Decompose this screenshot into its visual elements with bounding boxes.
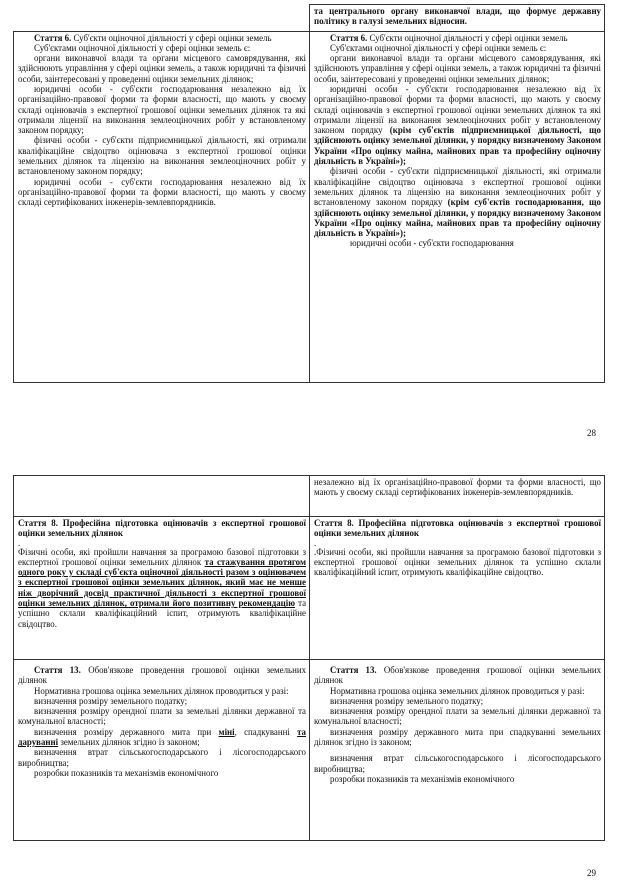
paragraph: Суб'єктами оціночної діяльності у сфері оцінки земель є: (330, 42, 547, 53)
paragraph: Нормативна грошова оцінка земельних ділянок проводиться у разі: (330, 685, 585, 696)
paragraph: визначення розміру орендної плати за земельні ділянки державної та комунальної власності; (18, 706, 306, 727)
paragraph: органи виконавчої влади та органи місцевого самоврядування, які здійснюють управління у сфері оцінки земель, а також юридичні та фізичні особи, заінтересовані у проведенні оцінки земельних ділянок; (18, 53, 306, 84)
paragraph: юридичні особи - суб'єкти господарювання (350, 238, 514, 249)
page-number: 29 (587, 868, 596, 878)
right-cell-continuation (310, 476, 605, 517)
page-29 (0, 440, 627, 886)
paragraph: юридичні особи - суб'єкти господарювання незалежно від їх організаційно-правової форми та форми власності, що мають у своєму складі оцінювачів з експертної грошової оцінки земельних ділянок та які отримали ліцензії на виконання землеоціночних робіт у встановленому законом порядку; (18, 83, 306, 136)
right-cell-article-13 (310, 660, 605, 841)
article-title: Суб'єкти оціночної діяльності у сфері оцінки земель (369, 32, 568, 43)
text-run: фізичні особи - суб'єкти підприємницької діяльності, які отримали кваліфікаційне свідоцтво оцінювача з експертної грошової оцінки земельних ділянок та ліцензію на виконання землеоціночних робіт у встановленому законом порядку (314, 166, 601, 208)
paragraph: Суб'єктами оціночної діяльності у сфері оцінки земель є: (34, 42, 251, 53)
article-13-heading-left (18, 665, 306, 686)
paragraph (314, 84, 601, 166)
paragraph: Нормативна грошова оцінка земельних ділянок проводиться у разі: (34, 685, 289, 696)
paragraph (314, 166, 601, 238)
continuation-text: та центрального органу виконавчої влади, що формує державну політику в галузі земельних відносин. (314, 6, 601, 27)
empty-cell (14, 5, 310, 32)
paragraph (18, 547, 306, 629)
article-8-heading-left: Стаття 8. Професійна підготовка оцінювачів з експертної грошової оцінки земельних ділянок (18, 518, 306, 539)
article-6-heading-right (314, 33, 601, 43)
article-number: Стаття 6. (330, 32, 368, 43)
empty-cell (14, 476, 310, 517)
paragraph: юридичні особи - суб'єкти господарювання незалежно від їх організаційно-правової форми та форми власності, що мають у своєму складі сертифікованих інженерів-землевпорядників. (18, 176, 306, 208)
page-28 (0, 0, 627, 440)
table-row (14, 660, 605, 841)
comparison-table-top (13, 4, 605, 383)
paragraph: розробки показників та механізмів економічного (330, 773, 515, 784)
article-number: Стаття 6. (34, 32, 72, 43)
paragraph: визначення розміру орендної плати за земельні ділянки державної та комунальної власності; (314, 706, 601, 727)
removed-text: міні (218, 726, 235, 737)
paragraph: визначення розміру земельного податку; (34, 695, 188, 706)
article-title: Обов'язкове проведення грошової оцінки земельних ділянок (314, 665, 602, 686)
dot-mark: . (18, 537, 21, 548)
text-run: юридичні особи - суб'єкти господарювання незалежно від їх організаційно-правової форми та форми власності, що мають у своєму складі оцінювачів з експертної грошової оцінки земельних ділянок та які отримали ліцензії на виконання землеоціночних робіт у встановленому законом порядку (314, 83, 601, 136)
added-text: (крім суб'єктів господарювання, що здійснюють оцінку земельної ділянки, у порядку визначеному Законом України «Про оцінку майна, майнових прав та професійну оціночну діяльність в Україні»); (314, 197, 601, 239)
article-13-heading-right (314, 665, 601, 686)
left-cell-article-13 (14, 660, 310, 841)
text-run: земельних ділянок згідно із законом; (60, 737, 200, 748)
page-number: 28 (587, 428, 596, 438)
removed-text: та даруванні (18, 726, 306, 748)
paragraph: .Фізичні особи, які пройшли навчання за програмою базової підготовки з експертної грошової оцінки земельних ділянок та успішно склали кваліфікаційний іспит, отримують кваліфікаційне свідоцтво. (314, 546, 601, 578)
paragraph: органи виконавчої влади та органи місцевого самоврядування, які здійснюють управління у сфері оцінки земель, а також юридичні та фізичні особи, заінтересовані у проведенні оцінки земельних ділянок; (314, 53, 601, 84)
left-cell-article-6 (14, 31, 310, 382)
paragraph: визначення розміру земельного податку; (330, 695, 484, 706)
paragraph: визначення втрат сільськогосподарського і лісогосподарського виробництва; (314, 753, 601, 774)
comparison-table-bottom (13, 475, 605, 841)
text-run: визначення розміру державного мита при (34, 726, 212, 737)
paragraph: розробки показників та механізмів економічного (34, 767, 219, 778)
article-number: Стаття 13. (34, 665, 81, 675)
article-title: Обов'язкове проведення грошової оцінки земельних ділянок (18, 665, 307, 686)
right-cell-article-6 (310, 31, 605, 382)
paragraph: визначення розміру державного мита при спадкуванні земельних ділянок згідно із законом; (314, 726, 601, 748)
added-text: (крім суб'єктів підприємницької діяльності, що здійснюють оцінку земельної ділянки, у порядку визначеному Законом України «Про оцінку майна, майнових прав та професійну оціночну діяльність в Україні»); (314, 125, 601, 167)
article-6-heading-left (18, 33, 306, 43)
article-title: Суб'єкти оціночної діяльності у сфері оцінки земель (73, 32, 272, 43)
article-number: Стаття 13. (330, 665, 377, 675)
table-row (14, 5, 605, 32)
left-cell-article-8 (14, 517, 310, 660)
article-8-heading-right: Стаття 8. Професійна підготовка оцінювачів з експертної грошової оцінки земельних ділянок (314, 518, 601, 539)
text-run: та успішно склали кваліфікаційний іспит, отримують кваліфікаційне свідоцтво. (18, 598, 307, 629)
paragraph (18, 727, 306, 748)
paragraph: фізичні особи - суб'єкти підприємницької діяльності, які отримали кваліфікаційне свідоцтво оцінювача з експертної грошової оцінки земельних ділянок та ліцензію на виконання землеоціночних робіт у встановленому законом порядку; (18, 135, 306, 177)
text-run: Фізичні особи, які пройшли навчання за програмою базової підготовки з експертної грошової оцінки земельних ділянок (18, 546, 306, 567)
right-cell-article-8 (310, 517, 605, 660)
dot-mark: . (314, 537, 317, 548)
removed-text: та стажування протягом одного року у складі суб'єкта оціночної діяльності разом з оцінювачем з експертної грошової оцінки земельних ділянок, який має не менше ніж дворічний досвід практичної діяльності з експертної грошової оцінки земельних ділянок, отримали його позитивну рекомендацію (18, 556, 306, 609)
right-cell-continuation (310, 5, 605, 32)
table-row (14, 31, 605, 382)
paragraph: визначення втрат сільськогосподарського і лісогосподарського виробництва; (18, 747, 306, 768)
table-row (14, 476, 605, 517)
continuation-text: незалежно від їх організаційно-правової форми та форми власності, що мають у своєму складі сертифікованих інженерів-землевпорядників. (314, 477, 601, 498)
text-run: , спадкуванні (234, 726, 290, 737)
table-row (14, 517, 605, 660)
